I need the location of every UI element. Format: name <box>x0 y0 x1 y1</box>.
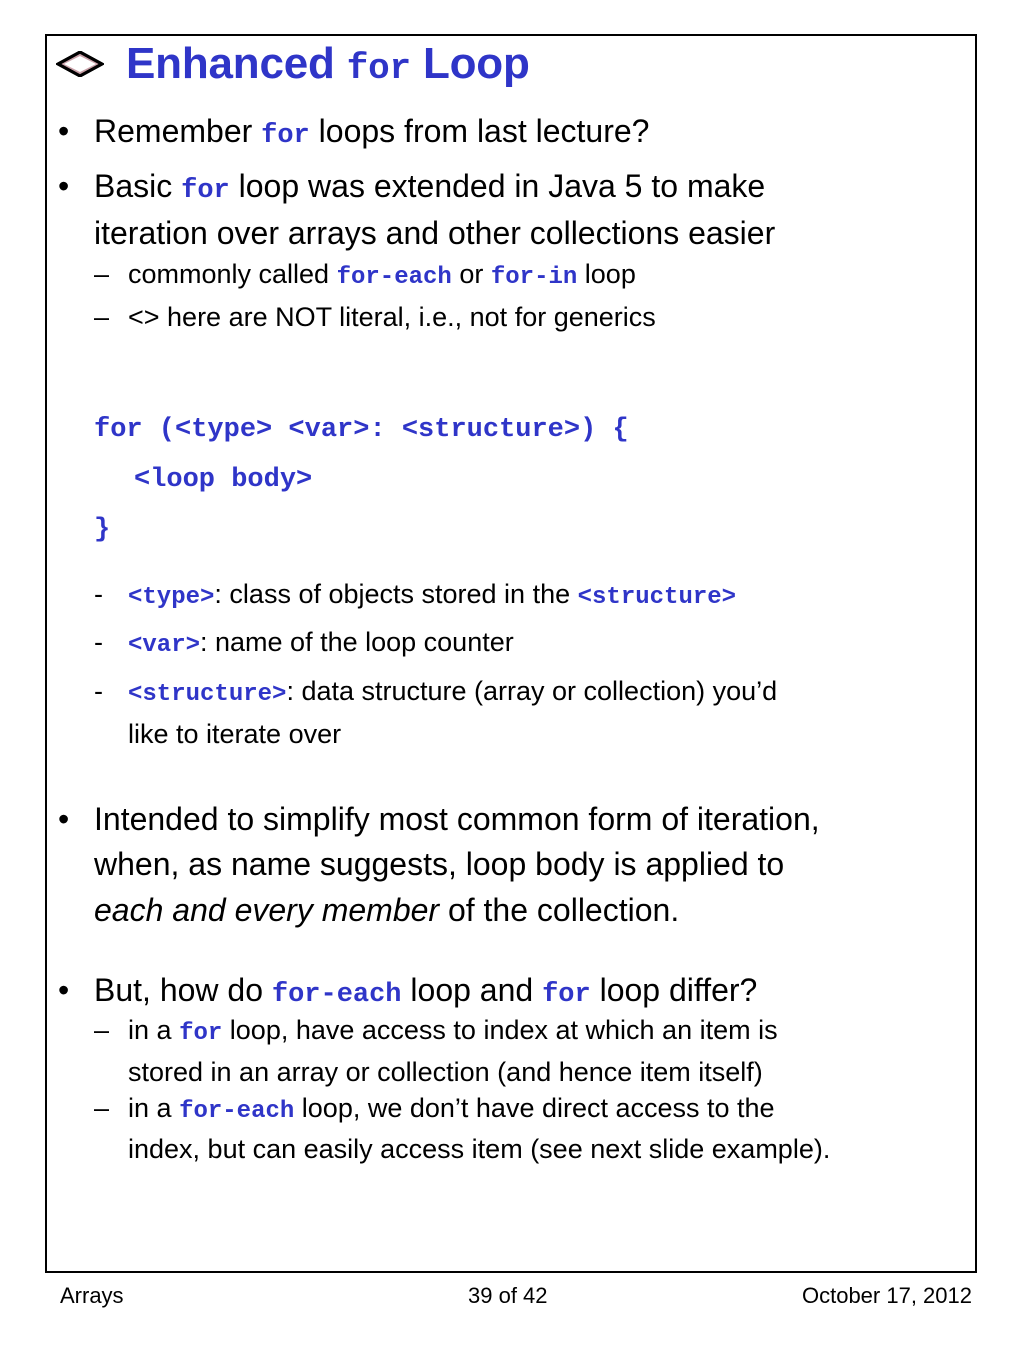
text: in a <box>128 1015 172 1045</box>
text: But, how do <box>94 972 263 1008</box>
code-line-close: } <box>94 515 111 545</box>
bullet-marker: • <box>58 113 70 149</box>
text: <> here are NOT literal, i.e., not for generics <box>128 302 656 332</box>
code-for-each: for-each <box>179 1098 295 1125</box>
param-structure-line2: like to iterate over <box>128 719 342 749</box>
code-for: for <box>542 980 591 1010</box>
text: commonly called <box>128 259 330 289</box>
code-for-each: for-each <box>271 980 402 1010</box>
bullet-basic-for <box>94 163 765 214</box>
code-for: for <box>261 121 310 151</box>
param-var: - <var>: name of the loop counter <box>94 627 514 659</box>
sub-bullet-for-index-line2: stored in an array or collection (and hence item itself) <box>128 1057 763 1087</box>
bullet-intended-line2: when, as name suggests, loop body is applied to <box>94 846 785 882</box>
text: : name of the loop counter <box>200 627 514 657</box>
title-suffix: Loop <box>422 39 530 88</box>
sub-bullet-not-literal: – <> here are NOT literal, i.e., not for generics <box>94 302 656 332</box>
sub-bullet-called: – commonly called for-each or for-in loop <box>94 259 636 291</box>
footer-left: Arrays <box>60 1283 124 1308</box>
bullet-marker: • <box>58 168 70 204</box>
code-structure: <structure> <box>577 584 737 611</box>
sub-bullet-for-index: – in a for loop, have access to index at which an item is <box>94 1015 778 1047</box>
code-for-each: for-each <box>336 264 452 291</box>
bullet-remember <box>94 108 649 159</box>
footer-date: October 17, 2012 <box>801 1283 972 1308</box>
text: : data structure (array or collection) you’d <box>286 676 778 706</box>
code-type: <type> <box>128 584 215 611</box>
diamond-bullet-icon <box>56 51 104 77</box>
text: loop, have access to index at which an item is <box>229 1015 778 1045</box>
text: loop, we don’t have direct access to the <box>301 1093 775 1123</box>
sub-bullet-for-each-index: – in a for-each loop, we don’t have direct access to the <box>94 1093 775 1125</box>
bullet-marker: • <box>58 972 70 1008</box>
footer-page-number: 39 of 42 <box>468 1283 548 1308</box>
text: loop was extended in Java 5 to make <box>238 168 766 204</box>
text: loop differ? <box>599 972 758 1008</box>
title-prefix: Enhanced <box>126 39 335 88</box>
text: or <box>459 259 484 289</box>
text: loops from last lecture? <box>318 113 650 149</box>
text: of the collection. <box>447 892 680 928</box>
text: in a <box>128 1093 172 1123</box>
code-var: <var> <box>128 632 201 659</box>
text: Basic <box>94 168 173 204</box>
bullet-basic-for-line2: iteration over arrays and other collections easier <box>94 215 776 251</box>
bullet-intended-line3 <box>94 887 679 933</box>
text: : class of objects stored in the <box>214 579 571 609</box>
italic-text: each and every member <box>94 892 440 928</box>
text: loop <box>584 259 636 289</box>
code-structure: <structure> <box>128 681 287 708</box>
sub-bullet-for-each-index-line2: index, but can easily access item (see next slide example). <box>128 1134 831 1164</box>
bullet-marker: • <box>58 801 70 837</box>
code-line-header: for (<type> <var>: <structure>) { <box>94 415 629 445</box>
code-for-in: for-in <box>490 264 578 291</box>
slide-title-row <box>56 36 530 92</box>
text: Remember <box>94 113 253 149</box>
code-line-body: <loop body> <box>134 465 313 495</box>
title-code: for <box>346 48 411 89</box>
param-structure: - <structure>: data structure (array or collection) you’d <box>94 676 778 708</box>
text: loop and <box>410 972 534 1008</box>
page-title <box>126 39 530 89</box>
param-type: - <type>: class of objects stored in the <structure> <box>94 579 737 611</box>
code-for: for <box>179 1020 223 1047</box>
bullet-intended-line1: Intended to simplify most common form of iteration, <box>94 801 820 837</box>
code-for: for <box>181 176 230 206</box>
